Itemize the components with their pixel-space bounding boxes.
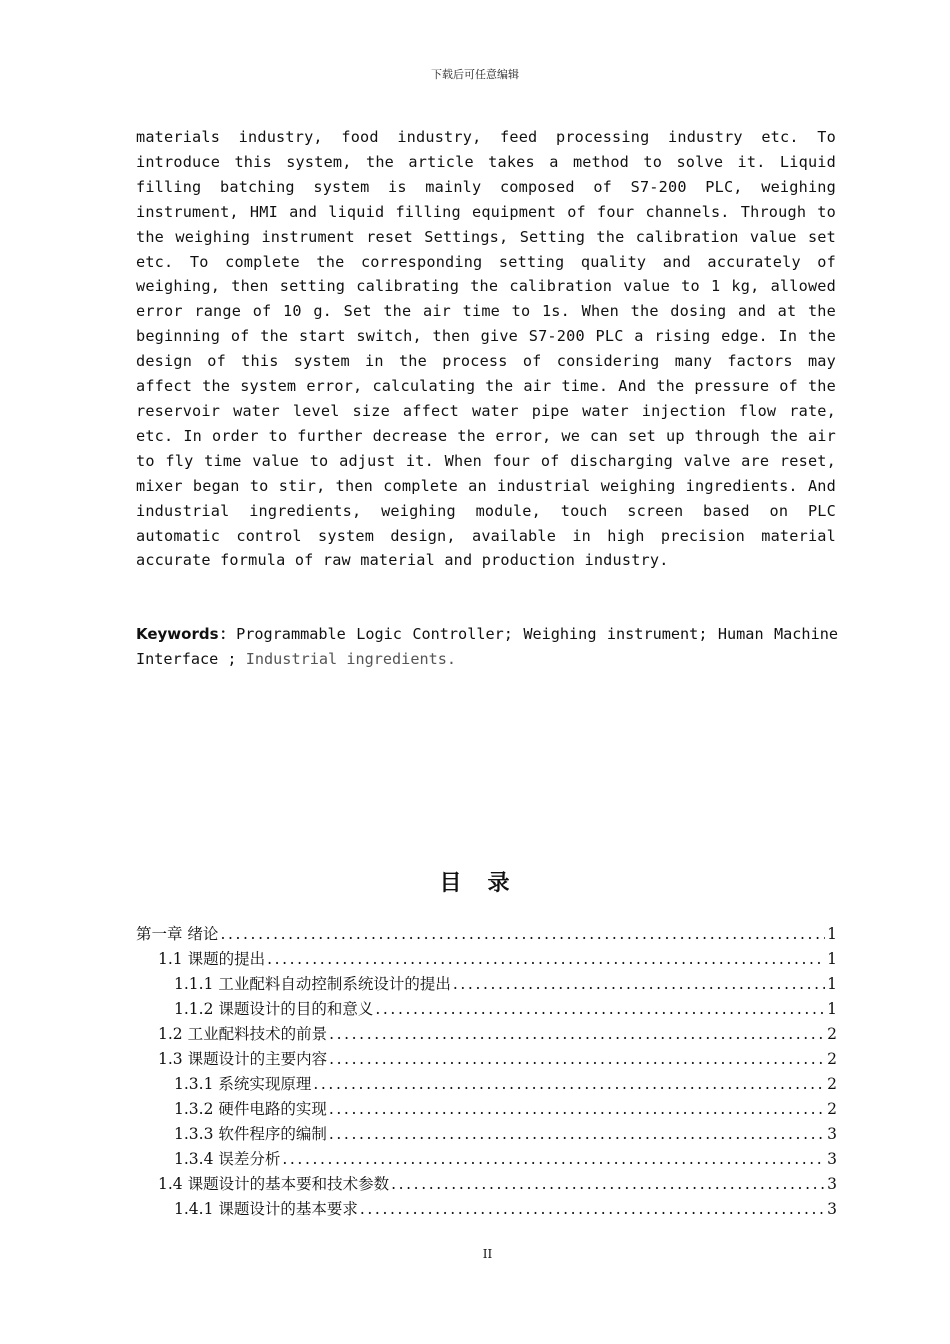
toc-entry[interactable] <box>136 1022 837 1047</box>
toc-entry-page: 2 <box>827 1025 837 1043</box>
toc-entry-text: 1.3.2 硬件电路的实现 <box>174 1100 327 1118</box>
toc-entry-text: 1.3 课题设计的主要内容 <box>158 1050 328 1068</box>
toc-entry-page: 1 <box>827 1000 837 1018</box>
toc-entry[interactable] <box>136 1197 837 1222</box>
toc-entry-page: 3 <box>827 1175 837 1193</box>
toc-dot-leader <box>329 1022 825 1047</box>
page-number: II <box>482 1247 493 1261</box>
toc-dot-leader <box>329 1047 825 1072</box>
toc-entry-page: 1 <box>827 950 837 968</box>
abstract-body: materials industry, food industry, feed processing industry etc. To introduce this system, the article takes a method to solve it. Liquid filling batching system is mainly composed of S7-200 PLC, weighing instrument, HMI and liquid filling equipment of four channels. Through to the weighing instrument reset Settings, Setting the calibration value set etc. To complete the corresponding setting quality and accurately of weighing, then setting calibrating the calibration value to 1 kg, allowed error range of 10 g. Set the air time to 1s. When the dosing and at the beginning of the start switch, then give S7-200 PLC a rising edge. In the design of this system in the process of considering many factors may affect the system error, calculating the air time. And the pressure of the reservoir water level size affect water pipe water injection flow rate, etc. In order to further decrease the error, we can set up through the air to fly time value to adjust it. When four of discharging valve are reset, mixer began to stir, then complete an industrial weighing ingredients. And industrial ingredients, weighing module, touch screen based on PLC automatic control system design, available in high precision material accurate formula of raw material and production industry. <box>136 128 836 570</box>
toc-entry-page: 2 <box>827 1075 837 1093</box>
toc-dot-leader <box>375 997 825 1022</box>
keywords-label: Keywords： <box>136 625 237 643</box>
toc-entry-text: 1.3.1 系统实现原理 <box>174 1075 312 1093</box>
header-note: 下载后可任意编辑 <box>431 68 519 81</box>
toc-dot-leader <box>282 1147 825 1172</box>
toc-entry-text: 1.4.1 课题设计的基本要求 <box>174 1200 358 1218</box>
toc-dot-leader <box>329 1122 825 1147</box>
keywords-paragraph <box>136 622 838 672</box>
toc-entry-page: 3 <box>827 1125 837 1143</box>
table-of-contents <box>136 922 837 1222</box>
toc-entry[interactable] <box>136 947 837 972</box>
toc-entry-text: 1.1 课题的提出 <box>158 950 266 968</box>
toc-entry[interactable] <box>136 1047 837 1072</box>
toc-dot-leader <box>391 1172 825 1197</box>
toc-entry[interactable] <box>136 972 837 997</box>
toc-entry-text: 第一章 绪论 <box>136 925 219 943</box>
toc-entry-text: 1.1.2 课题设计的目的和意义 <box>174 1000 374 1018</box>
keywords-terms: Programmable Logic Controller; Weighing instrument; Human Machine Interface ; <box>136 625 838 668</box>
toc-entry-text: 1.3.3 软件程序的编制 <box>174 1125 327 1143</box>
toc-entry[interactable] <box>136 1172 837 1197</box>
keywords-terms-light: Industrial ingredients. <box>236 650 457 668</box>
toc-entry[interactable] <box>136 1122 837 1147</box>
toc-entry-page: 1 <box>827 925 837 943</box>
toc-dot-leader <box>329 1097 825 1122</box>
toc-entry[interactable] <box>136 1097 837 1122</box>
toc-entry-text: 1.4 课题设计的基本要和技术参数 <box>158 1175 390 1193</box>
toc-dot-leader <box>267 947 825 972</box>
toc-entry[interactable] <box>136 997 837 1022</box>
toc-entry-page: 1 <box>827 975 837 993</box>
toc-entry[interactable] <box>136 922 837 947</box>
toc-entry-page: 3 <box>827 1200 837 1218</box>
toc-dot-leader <box>360 1197 825 1222</box>
toc-entry-text: 1.1.1 工业配料自动控制系统设计的提出 <box>174 975 451 993</box>
toc-title: 目录 <box>439 871 536 896</box>
toc-dot-leader <box>220 922 825 947</box>
toc-entry-text: 1.2 工业配料技术的前景 <box>158 1025 328 1043</box>
toc-entry-text: 1.3.4 误差分析 <box>174 1150 281 1168</box>
toc-entry-page: 2 <box>827 1100 837 1118</box>
toc-entry[interactable] <box>136 1147 837 1172</box>
toc-entry-page: 2 <box>827 1050 837 1068</box>
toc-dot-leader <box>453 972 825 997</box>
toc-entry[interactable] <box>136 1072 837 1097</box>
toc-entry-page: 3 <box>827 1150 837 1168</box>
toc-dot-leader <box>313 1072 825 1097</box>
